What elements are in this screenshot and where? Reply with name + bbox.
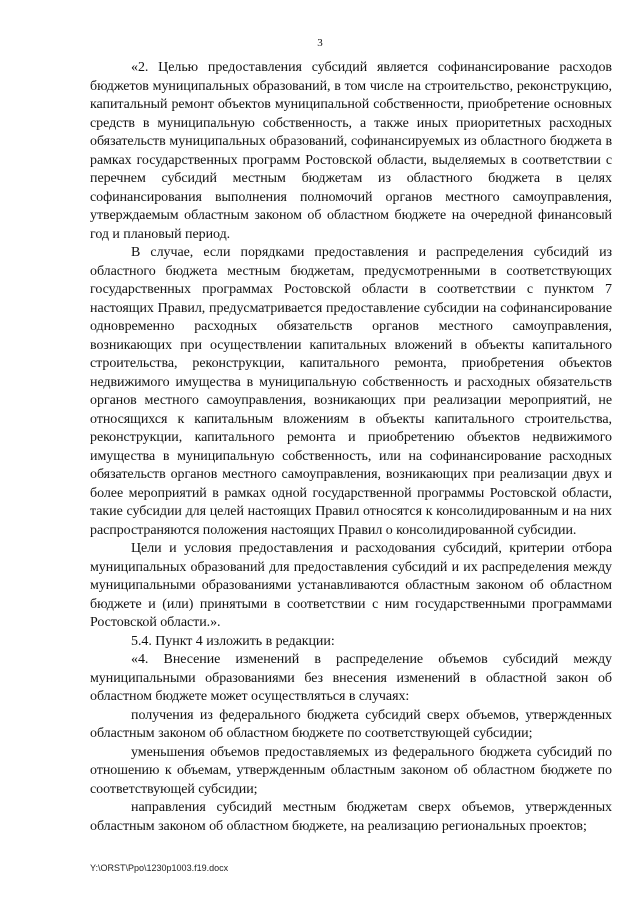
- paragraph-case-federal-receipt: получения из федерального бюджета субсидий сверх объемов, утвержденных областным законом об областном бюджете по соответствующей субсидии;: [90, 707, 612, 741]
- paragraph-case-federal-reduction: уменьшения объемов предоставляемых из федерального бюджета субсидий по отношению к объемам, утвержденным областным законом об областном бюджете по соответствующей субсидии;: [90, 744, 612, 797]
- page-number: 3: [317, 37, 323, 49]
- paragraph-case-regional-projects: направления субсидий местным бюджетам сверх объемов, утвержденных областным законом об областном бюджете, на реализацию региональных проектов;: [90, 800, 612, 834]
- paragraph-goals-conditions: Цели и условия предоставления и расходования субсидий, критерии отбора муниципальных образований для предоставления субсидий и их распределения между муниципальными образованиями устанавливаются областным законом об областном бюджете и (или) принятыми в соответствии с ним государственными программами Ростовской области.».: [90, 541, 612, 630]
- footer-file-path: Y:\ORST\Ppo\1230p1003.f19.docx: [90, 863, 229, 873]
- paragraph-item-5-4: 5.4. Пункт 4 изложить в редакции:: [131, 633, 335, 649]
- paragraph-clause-2: «2. Целью предоставления субсидий является софинансирование расходов бюджетов муниципальных образований, в том числе на строительство, реконструкцию, капитальный ремонт объектов муниципальной собственности, приобретение основных средств в муниципальную собственность, а также иных приоритетных расходных обязательств муниципальных образований, софинансируемых из областного бюджета в рамках государственных программ Ростовской области, выделяемых в соответствии с перечнем субсидий местным бюджетам из областного бюджета в целях софинансирования выполнения полномочий органов местного самоуправления, утверждаемым областным законом об областном бюджете на очередной финансовый год и плановый период.: [90, 60, 612, 242]
- document-body: [90, 59, 612, 836]
- paragraph-consolidated-subsidy: В случае, если порядками предоставления и распределения субсидий из областного бюджета местным бюджетам, предусмотренными в соответствующих государственных программах Ростовской области в соответствии с пунктом 7 настоящих Правил, предусматривается предоставление субсидии на софинансирование одновременно расходных обязательств органов местного самоуправления, возникающих при осуществлении капитальных вложений в объекты капитального строительства, реконструкции, капитального ремонта, приобретения объектов недвижимого имущества в муниципальную собственность и расходных обязательств органов местного самоуправления, возникающих при реализации мероприятий, не относящихся к капитальным вложениям в объекты капитального строительства, реконструкции, капитального ремонта и приобретению объектов недвижимого имущества в муниципальную собственность, или на софинансирование расходных обязательств органов местного самоуправления, возникающих при реализации двух и более мероприятий в рамках одной государственной программы Ростовской области, такие субсидии для целей настоящих Правил относятся к консолидированным и на них распространяются положения настоящих Правил о консолидированной субсидии.: [90, 245, 612, 538]
- paragraph-clause-4: «4. Внесение изменений в распределение объемов субсидий между муниципальными образованиями без внесения изменений в областной закон об областном бюджете может осуществляться в случаях:: [90, 652, 612, 704]
